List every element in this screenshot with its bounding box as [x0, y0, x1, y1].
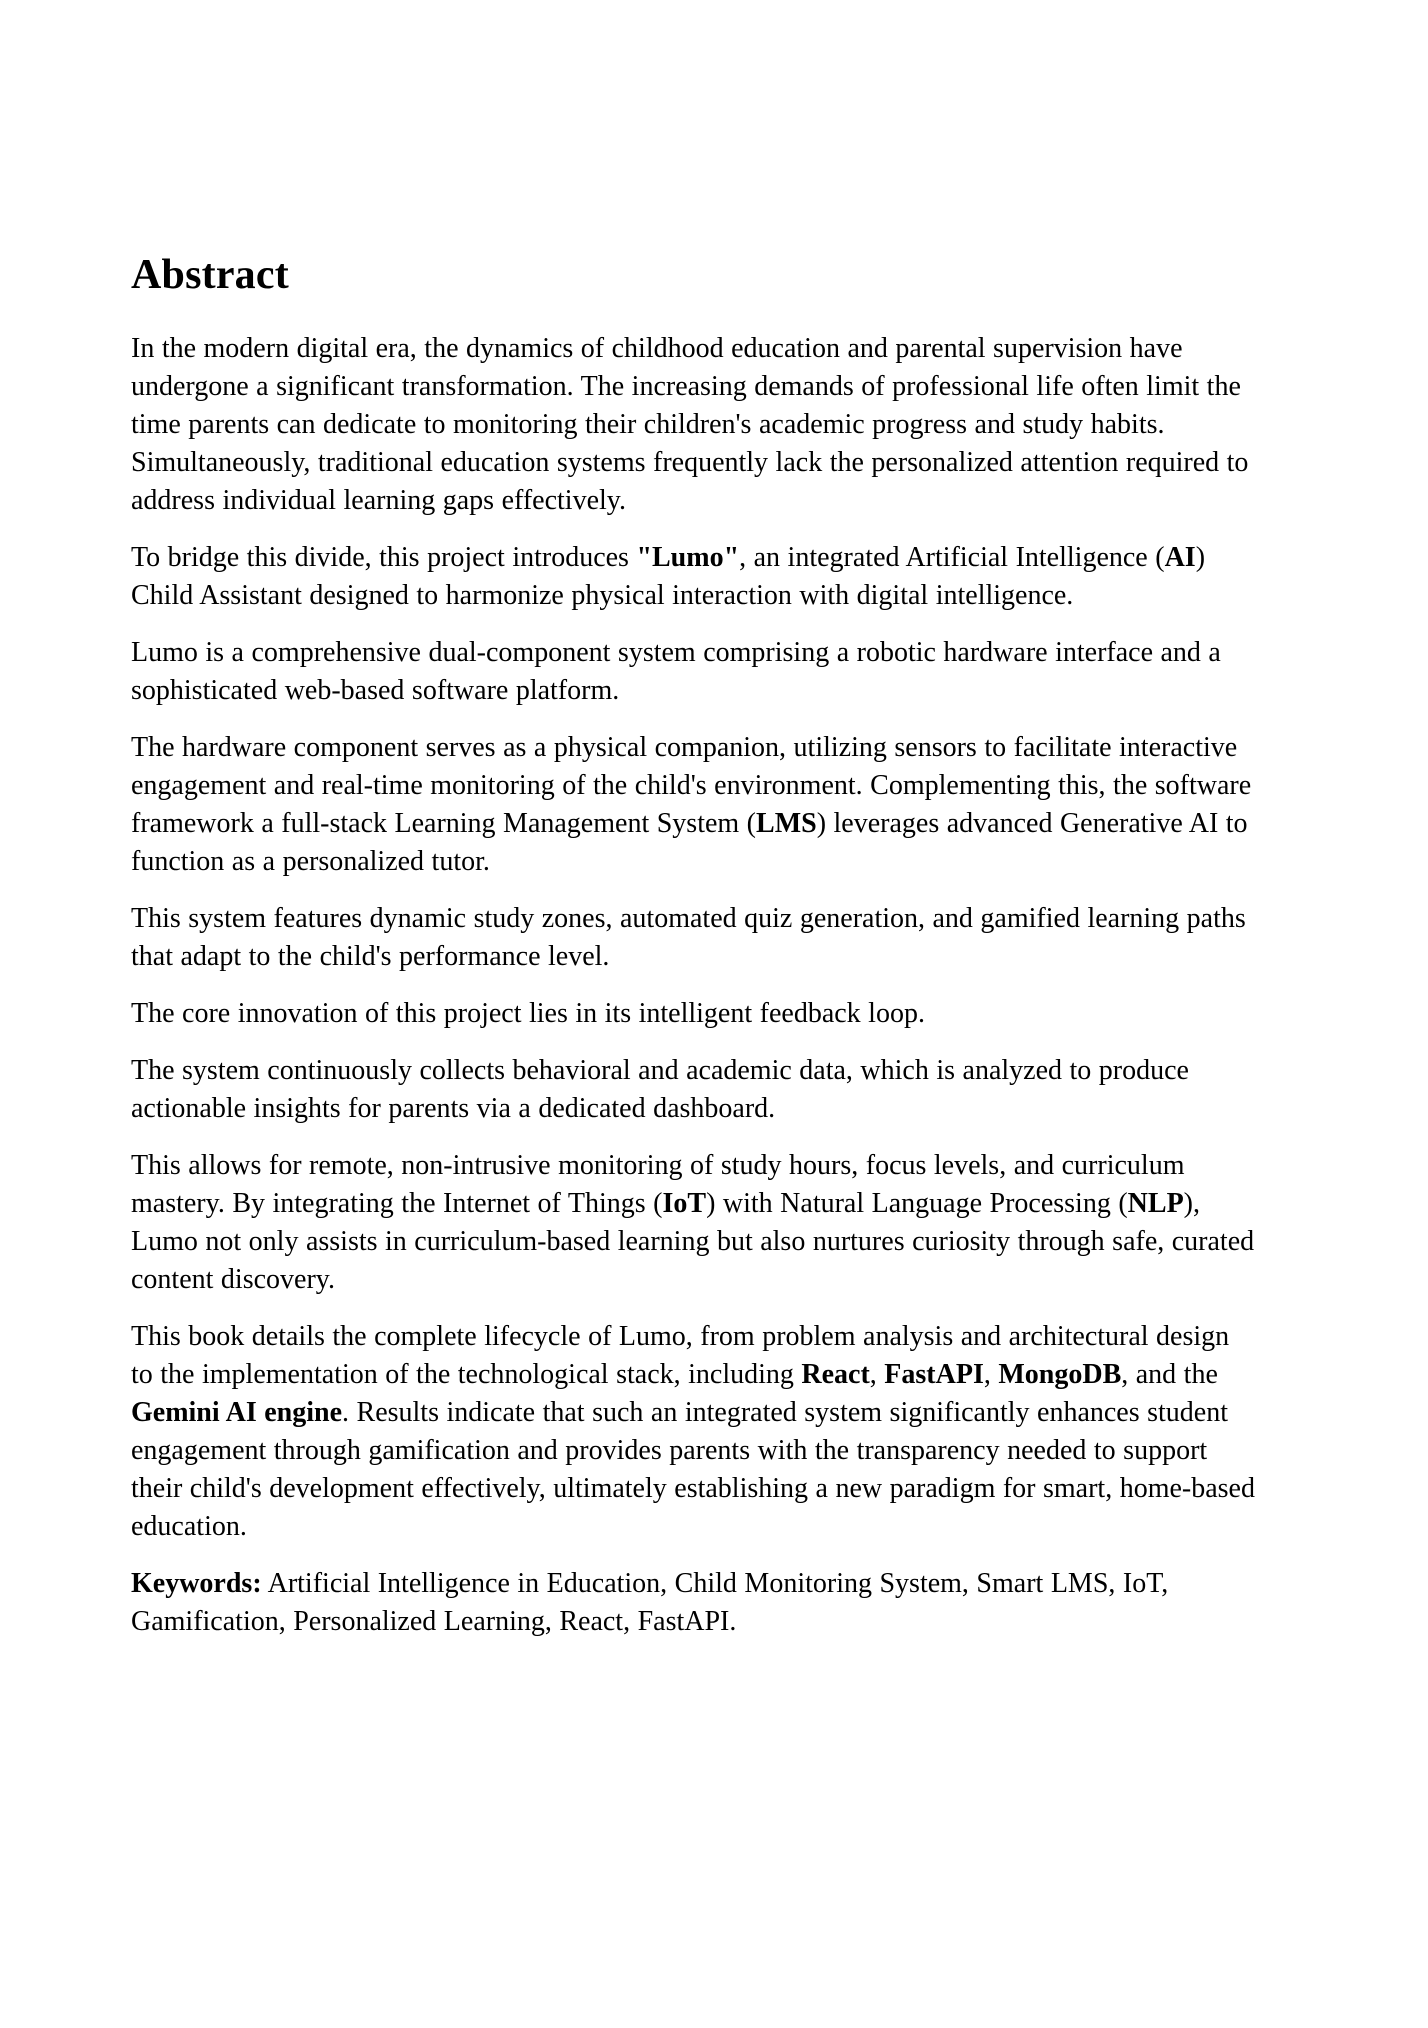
text-run-bold: FastAPI [884, 1359, 984, 1390]
paragraph [131, 729, 1258, 881]
abstract-paragraphs [131, 330, 1258, 1641]
text-run-bold: MongoDB [998, 1359, 1122, 1390]
page-title: Abstract [131, 252, 289, 298]
text-run-bold: Gemini AI engine [131, 1397, 343, 1428]
text-run: The system continuously collects behavioral and academic data, which is analyzed to produce actionable insights for parents via a dedicated dashboard. [131, 1055, 1189, 1124]
text-run: ) leverages advanced Generative AI to function as a personalized tutor. [131, 808, 1248, 877]
paragraph [131, 634, 1258, 710]
text-run: , and the [1121, 1359, 1218, 1390]
text-run-bold: Keywords: [131, 1568, 262, 1599]
text-run: In the modern digital era, the dynamics of childhood education and parental supervision have undergone a significant transformation. The increasing demands of professional life often limit the time parents can dedicate to monitoring their children's academic progress and study habits. Simultaneously, traditional education systems frequently lack the personalized attention required to address individual learning gaps effectively. [131, 333, 1249, 516]
text-run: The core innovation of this project lies in its intelligent feedback loop. [131, 998, 925, 1029]
paragraph [131, 1147, 1258, 1299]
paragraph [131, 539, 1258, 615]
text-run: The hardware component serves as a physical companion, utilizing sensors to facilitate interactive engagement and real-time monitoring of the child's environment. Complementing this, the software framework a full-stack Learning Management System ( [131, 732, 1252, 839]
text-run-bold: "Lumo" [636, 542, 740, 573]
text-run: , [869, 1359, 885, 1390]
text-run: . Results indicate that such an integrated system significantly enhances student engagement through gamification and provides parents with the transparency needed to support their child's development effectively, ultimately establishing a new paradigm for smart, home-based education. [131, 1397, 1255, 1542]
text-run: ) Child Assistant designed to harmonize physical interaction with digital intelligence. [131, 542, 1206, 611]
text-run-bold: LMS [756, 808, 817, 839]
text-run: Artificial Intelligence in Education, Child Monitoring System, Smart LMS, IoT, Gamification, Personalized Learning, React, FastAPI. [131, 1568, 1169, 1637]
text-run: This system features dynamic study zones, automated quiz generation, and gamified learning paths that adapt to the child's performance level. [131, 903, 1246, 972]
text-run: Lumo is a comprehensive dual-component system comprising a robotic hardware interface and a sophisticated web-based software platform. [131, 637, 1221, 706]
text-run: To bridge this divide, this project introduces [131, 542, 637, 573]
paragraph [131, 330, 1258, 520]
text-run-bold: NLP [1127, 1188, 1184, 1219]
paragraph [131, 1052, 1258, 1128]
paragraph [131, 1318, 1258, 1546]
text-run: ), Lumo not only assists in curriculum-based learning but also nurtures curiosity through safe, curated content discovery. [131, 1188, 1255, 1295]
paragraph [131, 900, 1258, 976]
text-run-bold: AI [1164, 542, 1196, 573]
text-run: This book details the complete lifecycle of Lumo, from problem analysis and architectural design to the implementation of the technological stack, including [131, 1321, 1230, 1390]
text-run-bold: IoT [662, 1188, 707, 1219]
text-run: ) with Natural Language Processing ( [706, 1188, 1128, 1219]
text-run: , [983, 1359, 999, 1390]
text-run: This allows for remote, non-intrusive monitoring of study hours, focus levels, and curriculum mastery. By integrating the Internet of Things ( [131, 1150, 1185, 1219]
paragraph [131, 1565, 1258, 1641]
paragraph [131, 995, 1258, 1033]
text-run-bold: React [801, 1359, 870, 1390]
text-run: , an integrated Artificial Intelligence ( [739, 542, 1165, 573]
